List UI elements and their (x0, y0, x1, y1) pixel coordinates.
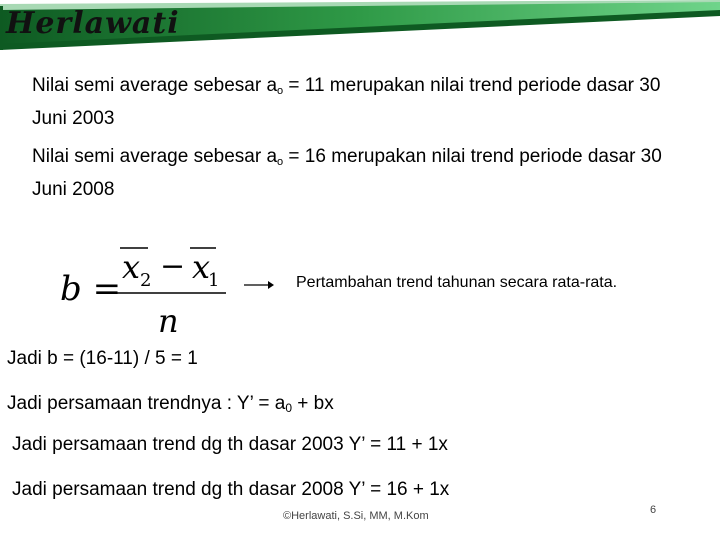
trend-2008: Jadi persamaan trend dg th dasar 2008 Y’ = 16 + 1x (12, 479, 450, 500)
b-calculation: Jadi b = (16-11) / 5 = 1 (7, 348, 198, 369)
equation-text: + bx (292, 393, 334, 414)
formula-x1: x (192, 248, 211, 286)
subscript: 0 (285, 401, 292, 415)
subscript: o (277, 85, 284, 97)
paragraph-text: = 16 merupakan nilai trend periode dasar 30 Juni 2008 (32, 146, 662, 200)
formula-b (56, 238, 236, 338)
paragraph-2003 (32, 72, 692, 133)
trend-equation (7, 393, 334, 415)
formula-sub2: 2 (140, 270, 152, 291)
arrow-right-icon (244, 278, 274, 292)
trend-description: Pertambahan trend tahunan secara rata-rata. (296, 274, 618, 291)
paragraph-2008 (32, 143, 692, 204)
copyright-footer: ©Herlawati, S.Si, MM, M.Kom (283, 510, 429, 522)
formula-lhs: b = (60, 269, 122, 309)
formula-sub1: 1 (208, 270, 220, 291)
equation-text: Jadi persamaan trendnya : Y’ = a (7, 393, 286, 414)
paragraph-text: Nilai semi average sebesar a (32, 146, 278, 167)
brand-title: Herlawati (6, 6, 180, 41)
paragraph-text: = 11 merupakan nilai trend periode dasar 30 Juni 2003 (32, 75, 661, 129)
paragraph-text: Nilai semi average sebesar a (32, 75, 278, 96)
subscript: o (277, 156, 284, 168)
formula-denominator: n (158, 302, 179, 338)
formula-minus: − (160, 249, 186, 284)
trend-2003: Jadi persamaan trend dg th dasar 2003 Y’ = 11 + 1x (12, 434, 448, 455)
page-number: 6 (650, 504, 657, 516)
formula-x2: x (122, 248, 141, 286)
